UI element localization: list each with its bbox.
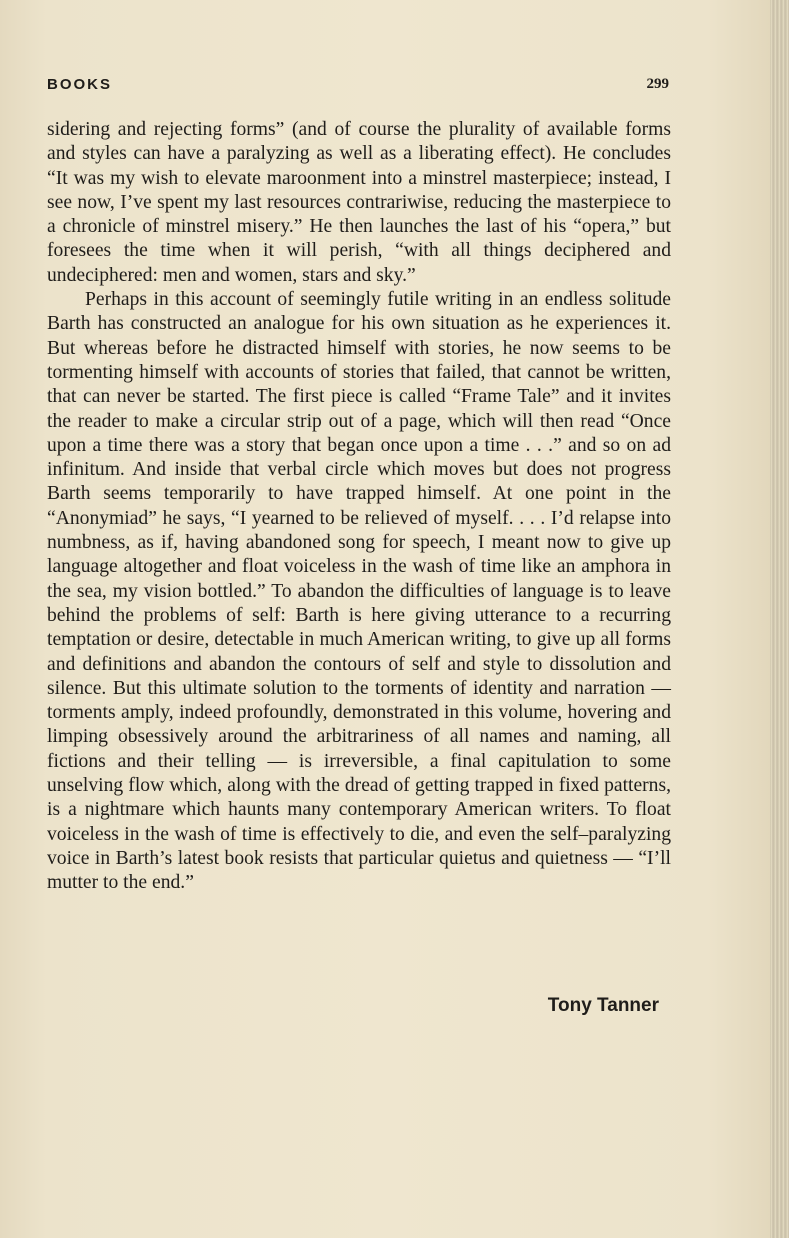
author-signature: Tony Tanner bbox=[547, 995, 659, 1016]
paragraph-continued: sidering and rejecting forms” (and of course the plurality of available forms and styles can have a paralyzing as well as a liberating effect). He concludes “It was my wish to elevate maroonment into a minstrel masterpiece; instead, I see now, I’ve spent my last resources contrariwise, reducing the masterpiece to a chronicle of minstrel misery.” He then launches the last of his “opera,” but foresees the time when it will perish, “with all things deciphered and undeciphered: men and women, stars and sky.” bbox=[47, 119, 671, 286]
article-body bbox=[47, 118, 671, 896]
page-number: 299 bbox=[646, 76, 669, 92]
page-edge-stack bbox=[770, 0, 789, 1238]
page-header bbox=[47, 76, 669, 98]
paragraph: Perhaps in this account of seemingly futile writing in an endless solitude Barth has constructed an analogue for his own situation as he experiences it. But whereas before he distracted himself with stories, he now seems to be tormenting himself with accounts of stories that failed, that cannot be written, that can never be started. The first piece is called “Frame Tale” and it invites the reader to make a circular strip out of a page, which will then read “Once upon a time there was a story that began once upon a time . . .” and so on ad infinitum. And inside that verbal circle which moves but does not progress Barth seems temporarily to have trapped himself. At one point in the “Anonymiad” he says, “I yearned to be relieved of myself. . . . I’d relapse into numbness, as if, having abandoned song for speech, I meant now to give up language altogether and float voiceless in the wash of time like an amphora in the sea, my vision bottled.” To abandon the difficulties of language is to leave behind the problems of self: Barth is here giving utterance to a recurring temptation or desire, detectable in much American writing, to give up all forms and definitions and abandon the contours of self and style to dissolution and silence. But this ultimate solution to the torments of identity and narration — torments amply, indeed profoundly, demonstrated in this volume, hovering and limping obsessively around the arbitrariness of all names and naming, all fictions and their telling — is irreversible, a final capitulation to some unselving flow which, along with the dread of getting trapped in fixed patterns, is a nightmare which haunts many contemporary American writers. To float voiceless in the wash of time is effectively to die, and even the self–paralyzing voice in Barth’s latest book resists that particular quietus and quietness — “I’ll mutter to the end.” bbox=[47, 289, 671, 894]
running-head: BOOKS bbox=[47, 76, 113, 93]
